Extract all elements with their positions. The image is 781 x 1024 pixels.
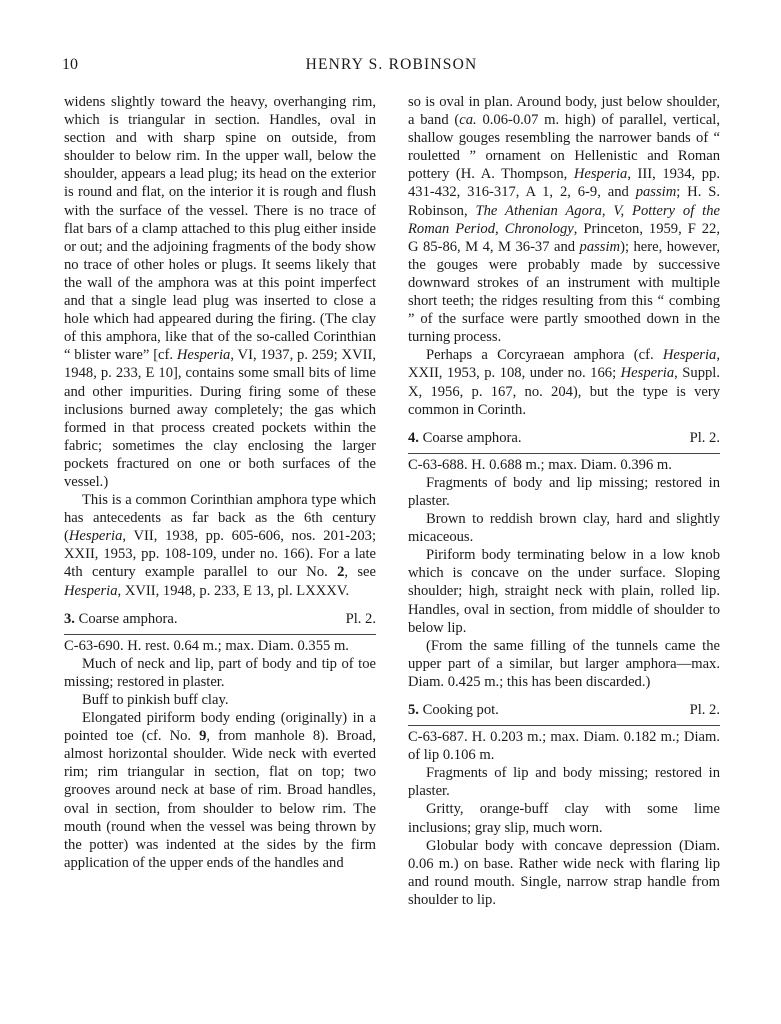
plate-reference: Pl. 2. <box>689 429 720 446</box>
plate-reference: Pl. 2. <box>689 702 720 718</box>
entry-heading-3: 3. Coarse amphora. Pl. 2. <box>64 610 376 627</box>
left-column <box>64 93 376 872</box>
divider <box>408 725 720 726</box>
right-column <box>408 93 720 909</box>
paragraph: so is oval in plan. Around body, just below shoulder, a band (ca. 0.06-0.07 m. high) of parallel, vertical, shallow gouges resembling the narrower bands of “ rouletted ” ornament on Hellenistic and Roman pottery (H. A. Thompson, Hesperia, III, 1934, pp. 431-432, 316-317, A 1, 2, 6-9, and passim; H. S. Robinson, The Athenian Agora, V, Pottery of the Roman Period, Chronology, Princeton, 1959, F 22, G 85-86, M 4, M 36-37 and passim); here, however, the gouges were probably made by successive downward strokes of an instrument with multiple short teeth; the ridges resulting from this “ combing ” of the surface were partly smoothed down in the turning process. <box>408 94 720 346</box>
paragraph: Piriform body terminating below in a low knob which is concave on the under surface. Sloping shoulder; high, straight neck with plain, rolled lip. Handles, oval in section, from middle of shoulder to below lip. <box>408 547 720 636</box>
paragraph: (From the same filling of the tunnels came the upper part of a similar, but larger amphora—max. Diam. 0.425 m.; this has been discarded.) <box>408 637 720 690</box>
entry-heading-5: 5. Cooking pot. Pl. 2. <box>408 702 720 718</box>
paragraph: Brown to reddish brown clay, hard and slightly micaceous. <box>408 511 720 546</box>
divider <box>64 634 376 635</box>
paragraph: Perhaps a Corcyraean amphora (cf. Hesperia, XXII, 1953, p. 108, under no. 166; Hesperia, Suppl. X, 1956, p. 167, no. 204), but the type is very common in Corinth. <box>408 347 720 418</box>
paragraph: This is a common Corinthian amphora type which has antecedents as far back as the 6th century (Hesperia, VII, 1938, pp. 605-606, nos. 201-203; XXII, 1953, pp. 108-109, under no. 166). For a late 4th century example parallel to our No. 2, see Hesperia, XVII, 1948, p. 233, E 13, pl. LXXXV. <box>64 492 377 599</box>
divider <box>408 453 720 454</box>
catalog-measurements: C-63-687. H. 0.203 m.; max. Diam. 0.182 m.; Diam. of lip 0.106 m. <box>408 729 720 764</box>
paragraph: Globular body with concave depression (Diam. 0.06 m.) on base. Rather wide neck with flaring lip and round mouth. Single, narrow strap handle from shoulder to lip. <box>408 837 720 908</box>
paragraph: Buff to pinkish buff clay. <box>82 692 229 708</box>
paragraph: Fragments of lip and body missing; restored in plaster. <box>408 765 720 800</box>
paragraph: Fragments of body and lip missing; restored in plaster. <box>408 474 720 509</box>
paragraph: Gritty, orange-buff clay with some lime inclusions; gray slip, much worn. <box>408 801 720 836</box>
paragraph: Elongated piriform body ending (originally) in a pointed toe (cf. No. 9, from manhole 8). Broad, almost horizontal shoulder. Wide neck with everted rim; rim triangular in section, flat on top; two grooves around neck at base of rim. Broad handles, oval in section, from shoulder to below rim. The mouth (round when the vessel was being thrown by the potter) was indented at the sides by the firm application of the upper ends of the handles and <box>64 710 376 871</box>
paragraph: Much of neck and lip, part of body and tip of toe missing; restored in plaster. <box>64 655 376 690</box>
page-number: 10 <box>62 56 78 73</box>
plate-reference: Pl. 2. <box>345 610 376 627</box>
catalog-measurements: C-63-690. H. rest. 0.64 m.; max. Diam. 0.355 m. <box>64 637 349 654</box>
entry-heading-4: 4. Coarse amphora. Pl. 2. <box>408 429 720 446</box>
page-header <box>62 56 721 80</box>
running-title: HENRY S. ROBINSON <box>305 56 478 73</box>
catalog-measurements: C-63-688. H. 0.688 m.; max. Diam. 0.396 m. <box>408 456 672 473</box>
paragraph: widens slightly toward the heavy, overhanging rim, which is triangular in section. Handles, oval in section and with sharp spine on outside, from shoulder to below rim. In the upper wall, below the shoulder, appears a lead plug; its head on the exterior is round and flat, on the interior it is rough and flush with the surface of the vessel. There is no trace of flat bars of a clamp attached to this plug either inside or out; and the adjoining fragments of the body show no trace of other holes or plugs. It seems likely that the wall of the amphora was at this point imperfect and that a single lead plug was inserted to close a hole which had appeared during the firing. (The clay of this amphora, like that of the so-called Corinthian “ blister ware” [cf. Hesperia, VI, 1937, p. 259; XVII, 1948, p. 233, E 10], contains some small bits of lime and other impurities. During firing some of these inclusions burned away completely; the gas which formed in that process created pockets within the fabric; sometimes the clay enclosing the larger pockets fractured on one or both surfaces of the vessel.) <box>64 94 376 490</box>
